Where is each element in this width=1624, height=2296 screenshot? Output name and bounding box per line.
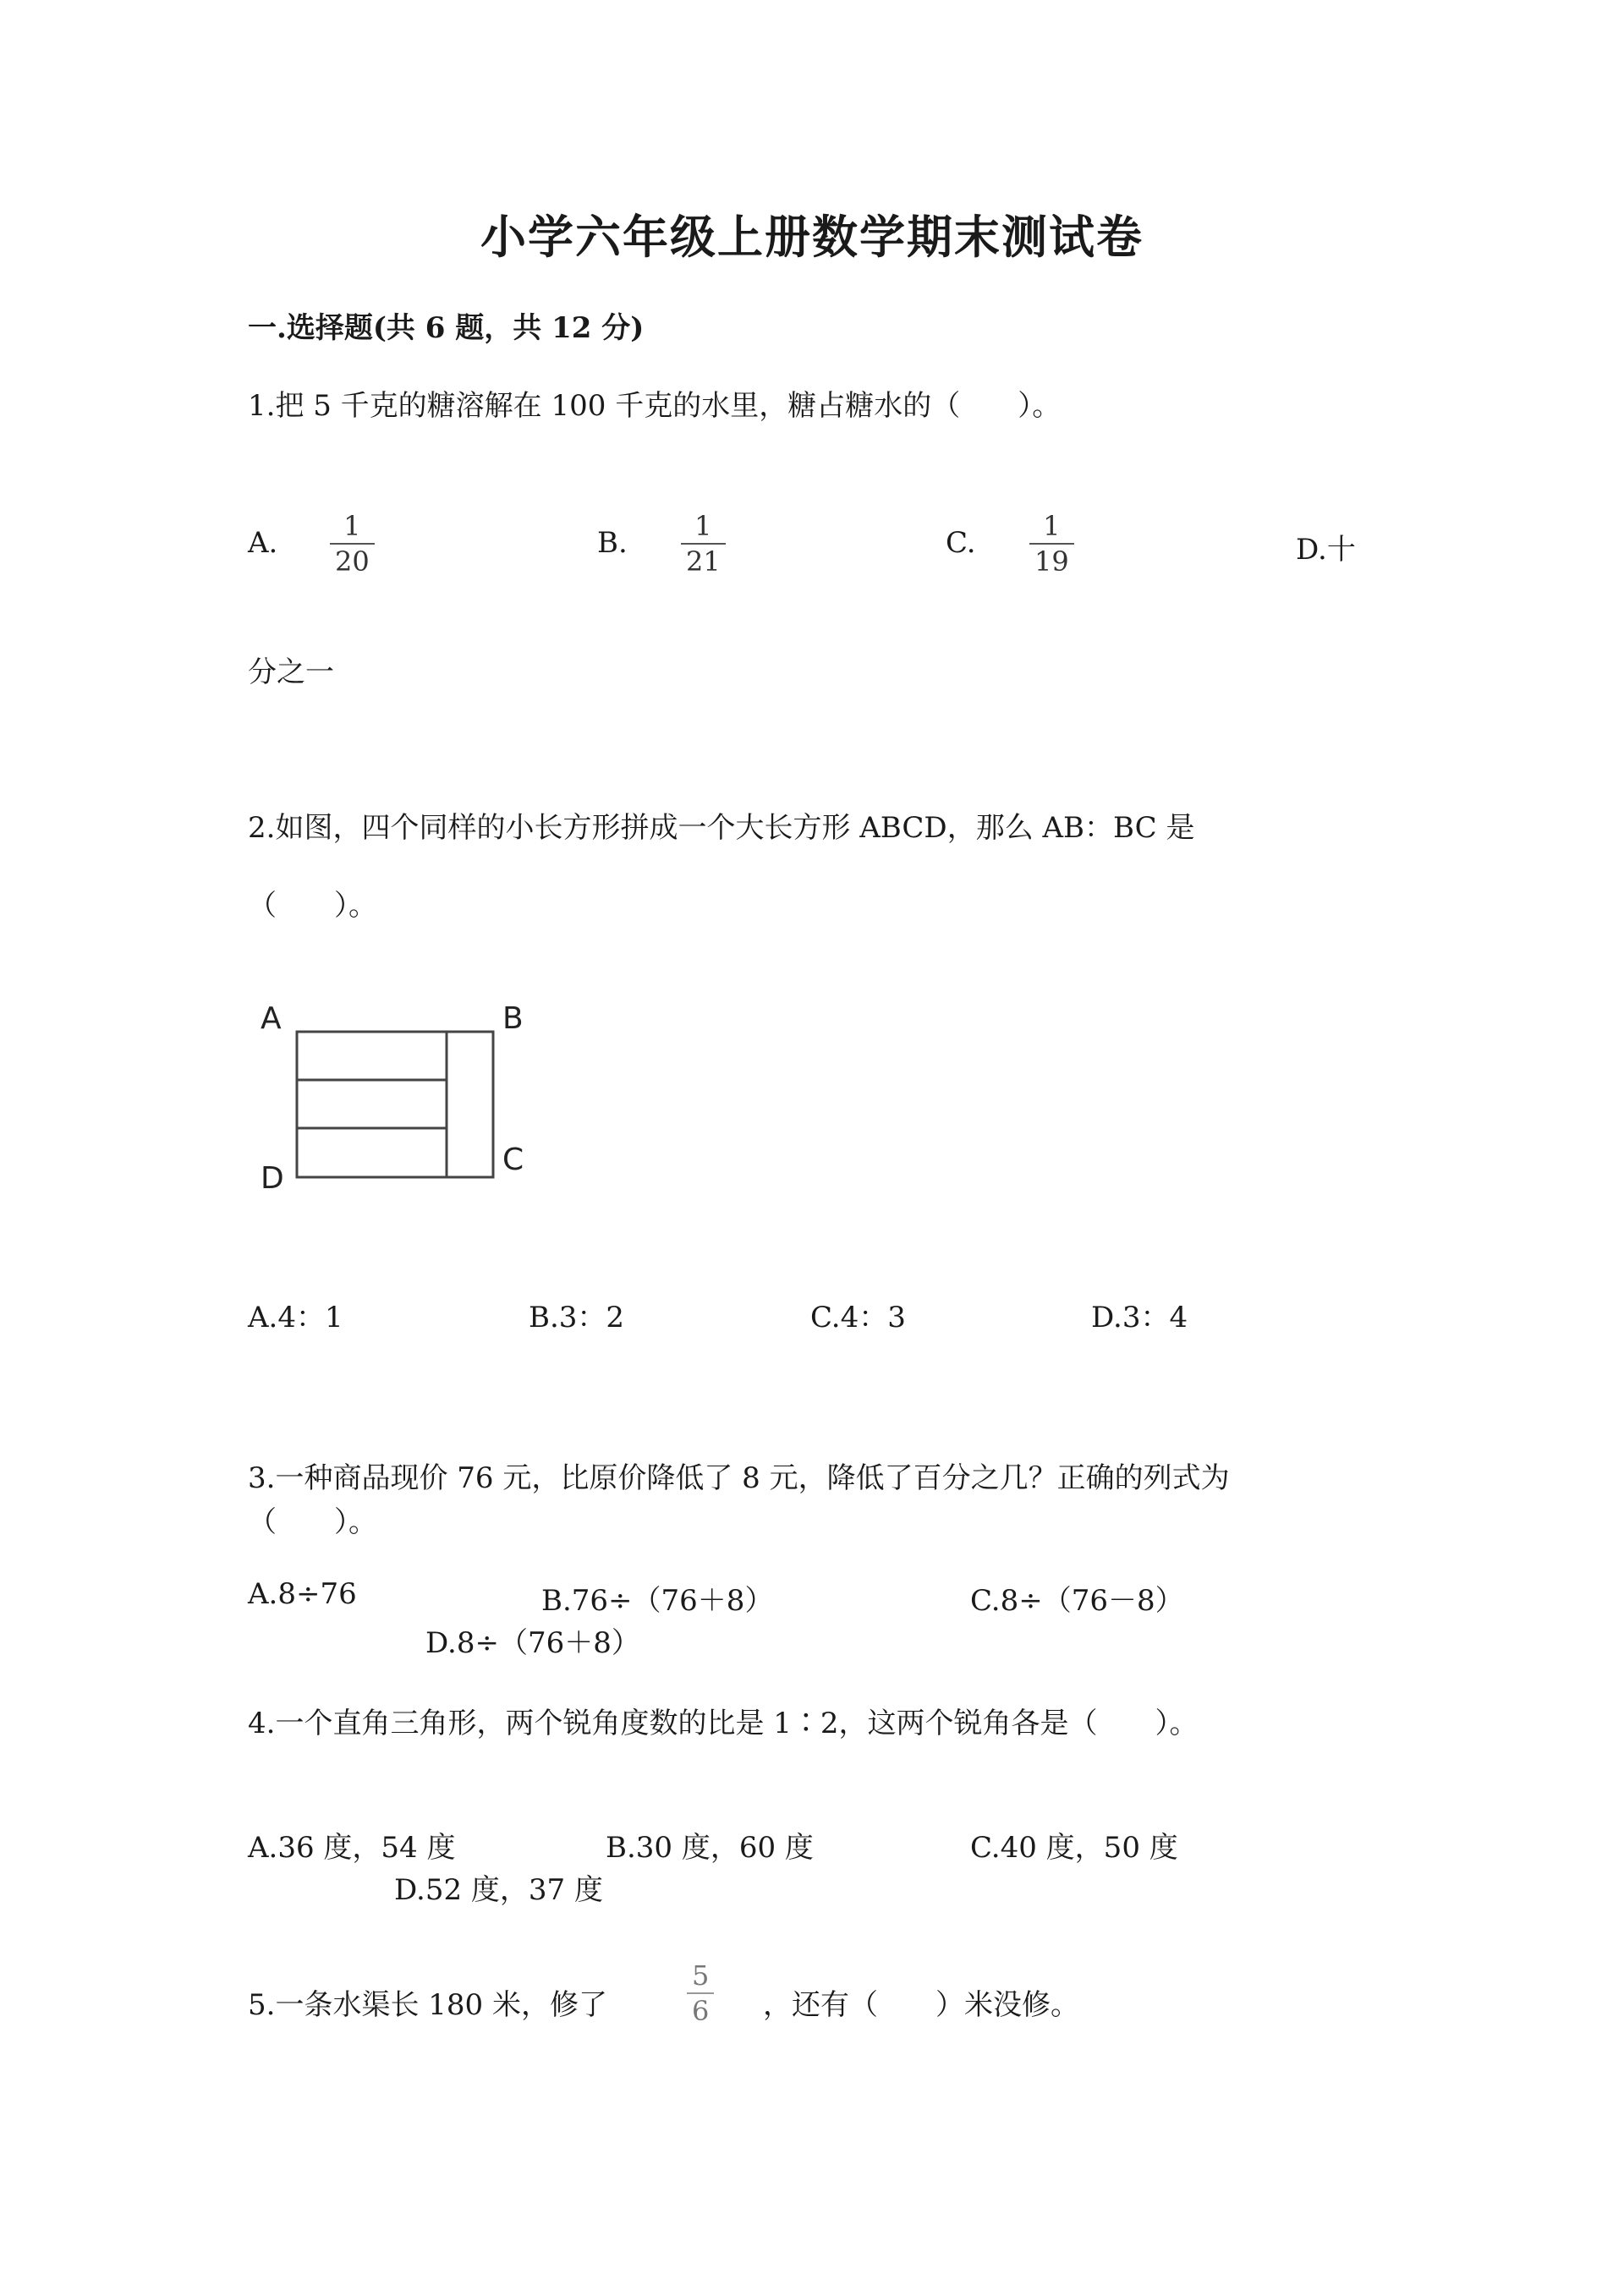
rectangle-diagram [250,998,538,1201]
q3-option-a: A.8÷76 [248,1577,357,1611]
q3-option-c: C.8÷（76－8） [970,1584,1184,1618]
q3-option-d: D.8÷（76＋8） [425,1626,640,1660]
q1-option-d-continuation: 分之一 [248,655,334,689]
question-3-text-line2: （ ）。 [248,1505,377,1539]
question-2-text-line1: 2.如图，四个同样的小长方形拼成一个大长方形 ABCD，那么 AB：BC 是 [248,811,1195,845]
q4-option-b: B.30 度，60 度 [606,1831,814,1865]
q1-option-b-label: B. [597,526,628,560]
question-1-text: 1.把 5 千克的糖溶解在 100 千克的水里，糖占糖水的（ ）。 [248,389,1062,423]
q3-option-b: B.76÷（76＋8） [541,1584,774,1618]
section-heading: 一.选择题(共 6 题，共 12 分) [248,311,645,345]
q1-option-a-label: A. [248,526,278,560]
q1-option-c-label: C. [946,526,976,560]
q1-option-d-label: D.十 [1296,533,1356,567]
q2-option-c: C.4：3 [810,1301,906,1334]
q1-option-c-fraction [1029,510,1074,578]
question-3-text-line1: 3.一种商品现价 76 元，比原价降低了 8 元，降低了百分之几？正确的列式为 [248,1461,1230,1495]
q1-option-b-fraction [681,510,726,578]
fraction-denominator: 20 [335,545,370,578]
q2-option-b: B.3：2 [529,1301,625,1334]
fraction-denominator: 6 [692,1995,710,2027]
question-2-text-line2: （ ）。 [248,889,377,923]
question-5-fraction [687,1959,714,2027]
large-rectangle [297,1032,493,1177]
q4-option-a: A.36 度，54 度 [248,1831,456,1865]
question-5-text-before: 5.一条水渠长 180 米，修了 [248,1988,607,2022]
q4-option-d: D.52 度，37 度 [394,1873,603,1907]
fraction-denominator: 19 [1034,545,1069,578]
q2-option-d: D.3：4 [1091,1301,1188,1334]
vertex-label-c: C [502,1143,524,1177]
q2-option-a: A.4：1 [248,1301,343,1334]
fraction-numerator: 5 [692,1959,710,1992]
vertex-label-d: D [261,1161,284,1196]
question-4-text: 4.一个直角三角形，两个锐角度数的比是 1∶2，这两个锐角各是（ ）。 [248,1707,1199,1740]
q1-option-a-fraction [330,510,375,578]
vertex-label-b: B [502,1001,524,1036]
fraction-denominator: 21 [686,545,721,578]
fraction-numerator: 1 [343,510,361,542]
fraction-numerator: 1 [694,510,712,542]
page-title: 小学六年级上册数学期末测试卷 [480,210,1144,264]
q4-option-c: C.40 度，50 度 [970,1831,1178,1865]
fraction-numerator: 1 [1043,510,1061,542]
vertex-label-a: A [261,1001,282,1036]
question-5-text-after: ，还有（ ）米没修。 [763,1988,1079,2022]
